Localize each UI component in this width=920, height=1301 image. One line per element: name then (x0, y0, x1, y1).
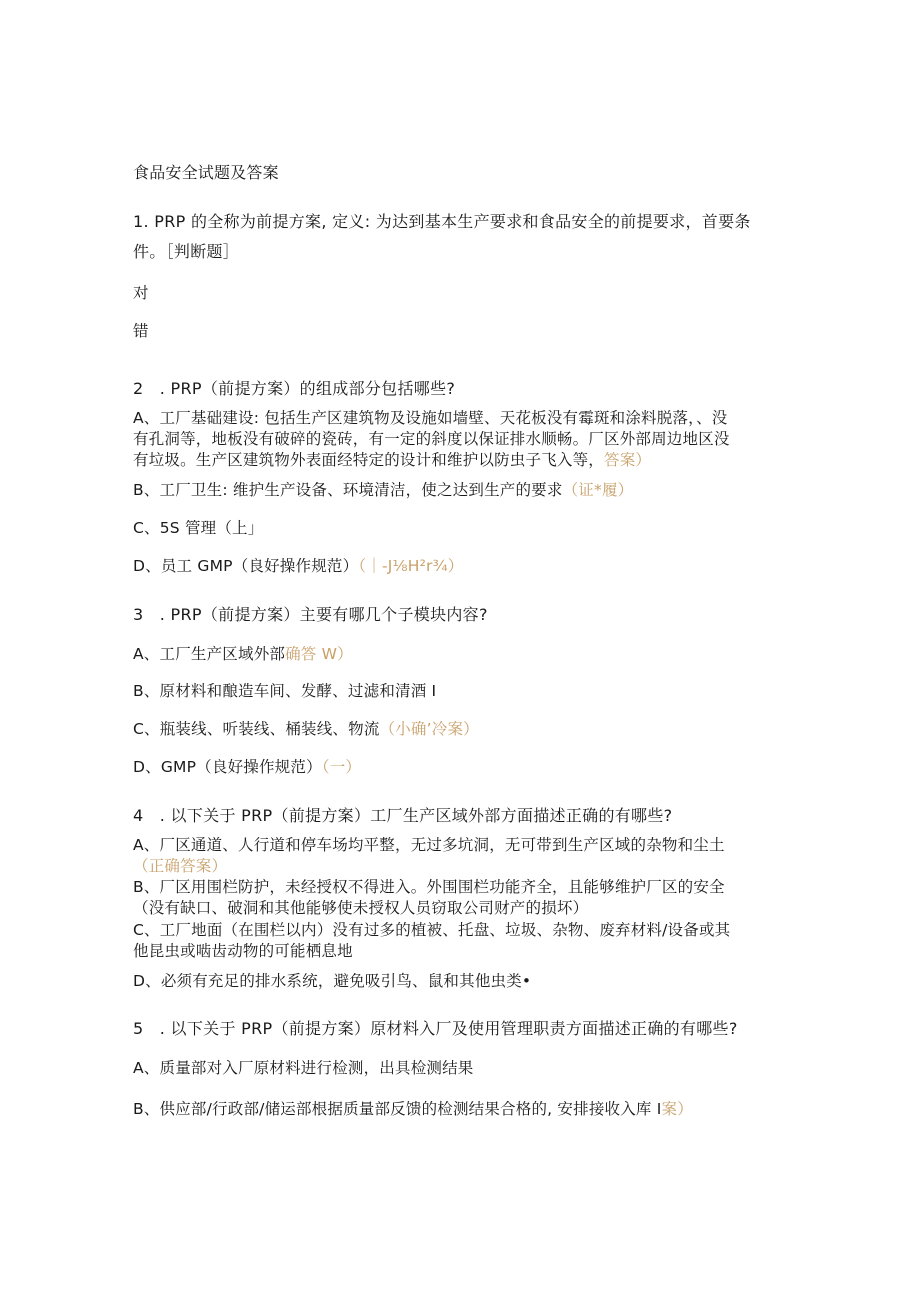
question-3-stem: 3 . PRP（前提方案）主要有哪几个子模块内容? (133, 605, 488, 624)
answer-mark: （｜-J⅛H²r¾） (358, 557, 464, 575)
question-4-option-a-line-1: A、厂区通道、人行道和停车场均平整，无过多坑洞，无可带到生产区域的杂物和尘土 (133, 836, 725, 854)
question-5-option-a: A、质量部对入厂原材料进行检测，出具检测结果 (133, 1059, 474, 1077)
question-4-option-b-line-1: B、厂区用围栏防护，未经授权不得进入。外围围栏功能齐全，且能够维护厂区的安全 (133, 878, 725, 896)
document-title: 食品安全试题及答案 (133, 163, 279, 182)
question-4-option-a-answer: （正确答案） (133, 857, 228, 875)
question-4-option-d: D、必须有充足的排水系统，避免吸引鸟、鼠和其他虫类• (133, 972, 532, 990)
answer-mark: （一） (321, 758, 362, 776)
question-3-option-c: C、瓶装线、听装线、桶装线、物流（小确’冷案） (133, 720, 479, 738)
question-1-line-1: 1. PRP 的全称为前提方案, 定义: 为达到基本生产要求和食品安全的前提要求，首要条 (133, 212, 751, 231)
question-1-option-false: 错 (133, 322, 149, 340)
question-2-option-c: C、5S 管理（上」 (133, 519, 264, 537)
question-4-stem: 4 . 以下关于 PRP（前提方案）工厂生产区域外部方面描述正确的有哪些? (133, 806, 673, 825)
question-3-option-a: A、工厂生产区域外部确答 W） (133, 645, 353, 663)
question-1-option-true: 对 (133, 284, 149, 302)
answer-mark: （证*履） (562, 481, 634, 499)
question-2-option-a-line-1: A、工厂基础建设: 包括生产区建筑物及设施如墙壁、天花板没有霉斑和涂料脱落，、没 (133, 409, 728, 427)
question-4-option-b-line-2: （没有缺口、破洞和其他能够使未授权人员窃取公司财产的损坏） (133, 899, 589, 917)
question-3-option-b: B、原材料和酿造车间、发酵、过滤和清酒 I (133, 682, 437, 700)
question-3-option-d: D、GMP（良好操作规范）（一） (133, 758, 362, 776)
question-2-option-b: B、工厂卫生: 维护生产设备、环境清洁，使之达到生产的要求（证*履） (133, 481, 634, 499)
question-2-stem: 2 . PRP（前提方案）的组成部分包括哪些? (133, 379, 456, 398)
answer-mark: 答案） (604, 451, 652, 469)
answer-mark: 案） (661, 1100, 693, 1118)
question-4-option-c-line-2: 他昆虫或啮齿动物的可能栖息地 (133, 942, 353, 960)
question-5-stem: 5 . 以下关于 PRP（前提方案）原材料入厂及使用管理职责方面描述正确的有哪些? (133, 1019, 738, 1038)
answer-mark: （小确’冷案） (379, 720, 479, 738)
question-4-option-c-line-1: C、工厂地面（在围栏以内）没有过多的植被、托盘、垃圾、杂物、废弃材料/设备或其 (133, 921, 731, 939)
question-2-option-a-line-2: 有孔洞等，地板没有破碎的瓷砖，有一定的斜度以保证排水顺畅。厂区外部周边地区没 (133, 430, 730, 448)
question-2-option-a-line-3: 有垃圾。生产区建筑物外表面经特定的设计和维护以防虫子飞入等，答案） (133, 451, 652, 469)
question-2-option-d: D、员工 GMP（良好操作规范）（｜-J⅛H²r¾） (133, 557, 464, 575)
answer-mark: 确答 W） (285, 645, 353, 663)
question-5-option-b: B、供应部/行政部/储运部根据质量部反馈的检测结果合格的, 安排接收入库 I案） (133, 1100, 693, 1118)
question-1-line-2: 件。［判断题］ (133, 242, 240, 261)
